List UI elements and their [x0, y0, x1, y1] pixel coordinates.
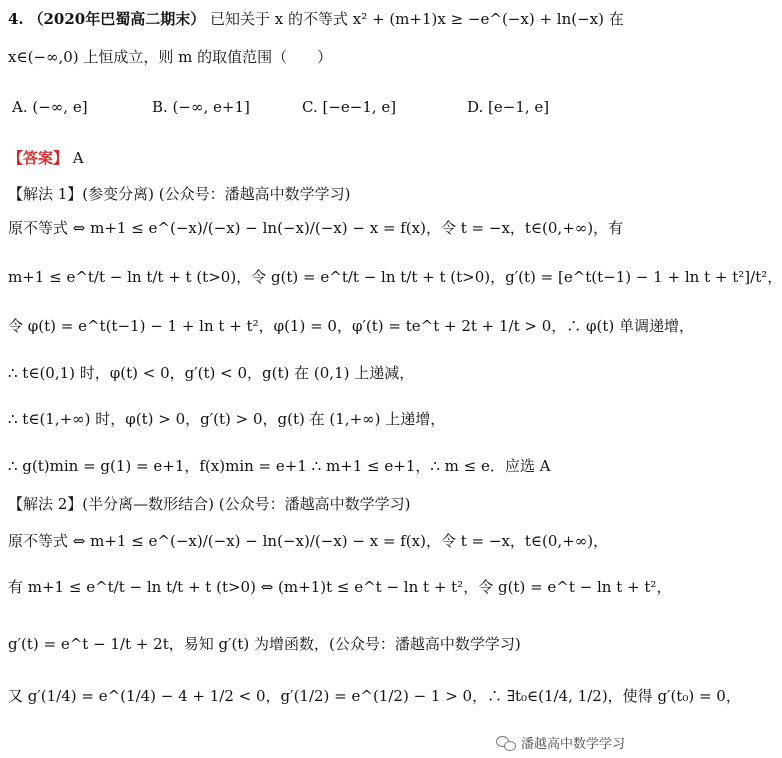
method2-line: g′(t) = e^t − 1/t + 2t，易知 g′(t) 为增函数，(公众号：潘越高中数学学习)	[8, 635, 521, 653]
question-source: （2020年巴蜀高二期末）	[28, 10, 206, 28]
watermark	[496, 733, 625, 752]
method2-title: 【解法 2】(半分离—数形结合) (公众号：潘越高中数学学习)	[8, 495, 411, 513]
method2-line: 有 m+1 ≤ e^t/t − ln t/t + t (t>0) ⇔ (m+1)t ≤ e^t − ln t + t²，令 g(t) = e^t − ln t + t²，	[8, 578, 672, 596]
option-a: A. (−∞, e]	[12, 98, 88, 116]
method1-line: ∴ g(t)min = g(1) = e+1，f(x)min = e+1 ∴ m+1 ≤ e+1，∴ m ≤ e．应选 A	[8, 457, 551, 475]
method1-line: 令 φ(t) = e^t(t−1) − 1 + ln t + t²，φ(1) = 0，φ′(t) = te^t + 2t + 1/t > 0，∴ φ(t) 单调递增，	[8, 317, 695, 335]
option-b: B. (−∞, e+1]	[152, 98, 250, 116]
question-stem-1: 已知关于 x 的不等式 x² + (m+1)x ≥ −e^(−x) + ln(−x) 在	[209, 10, 624, 28]
answer-label: 【答案】	[8, 149, 69, 167]
method2-line: 又 g′(1/4) = e^(1/4) − 4 + 1/2 < 0，g′(1/2) = e^(1/2) − 1 > 0，∴ ∃t₀∈(1/4, 1/2)，使得 g′(t₀) = 0，	[8, 687, 741, 705]
answer-value: A	[72, 149, 84, 167]
watermark-text: 潘越高中数学学习	[520, 737, 625, 752]
question-stem-2: x∈(−∞,0) 上恒成立，则 m 的取值范围（ ）	[8, 48, 333, 66]
wechat-icon	[496, 735, 516, 751]
method1-line: m+1 ≤ e^t/t − ln t/t + t (t>0)，令 g(t) = e^t/t − ln t/t + t (t>0)，g′(t) = [e^t(t−1) − 1 + ln t + t²]/t²，	[8, 268, 782, 286]
options-row	[12, 96, 623, 118]
answer-line	[8, 147, 623, 169]
method1-line: ∴ t∈(0,1) 时，φ(t) < 0，g′(t) < 0，g(t) 在 (0,1) 上递减，	[8, 364, 415, 382]
question-line-1	[8, 8, 623, 30]
method2-line: 原不等式 ⇔ m+1 ≤ e^(−x)/(−x) − ln(−x)/(−x) − x = f(x)，令 t = −x，t∈(0,+∞)，	[8, 532, 609, 550]
method1-line: 原不等式 ⇔ m+1 ≤ e^(−x)/(−x) − ln(−x)/(−x) − x = f(x)，令 t = −x，t∈(0,+∞)，有	[8, 219, 624, 237]
method1-title: 【解法 1】(参变分离) (公众号：潘越高中数学学习)	[8, 185, 351, 203]
option-d: D. [e−1, e]	[467, 98, 550, 116]
question-number: 4.	[8, 10, 24, 28]
method1-line: ∴ t∈(1,+∞) 时，φ(t) > 0，g′(t) > 0，g(t) 在 (1,+∞) 上递增，	[8, 410, 446, 428]
option-c: C. [−e−1, e]	[302, 98, 397, 116]
